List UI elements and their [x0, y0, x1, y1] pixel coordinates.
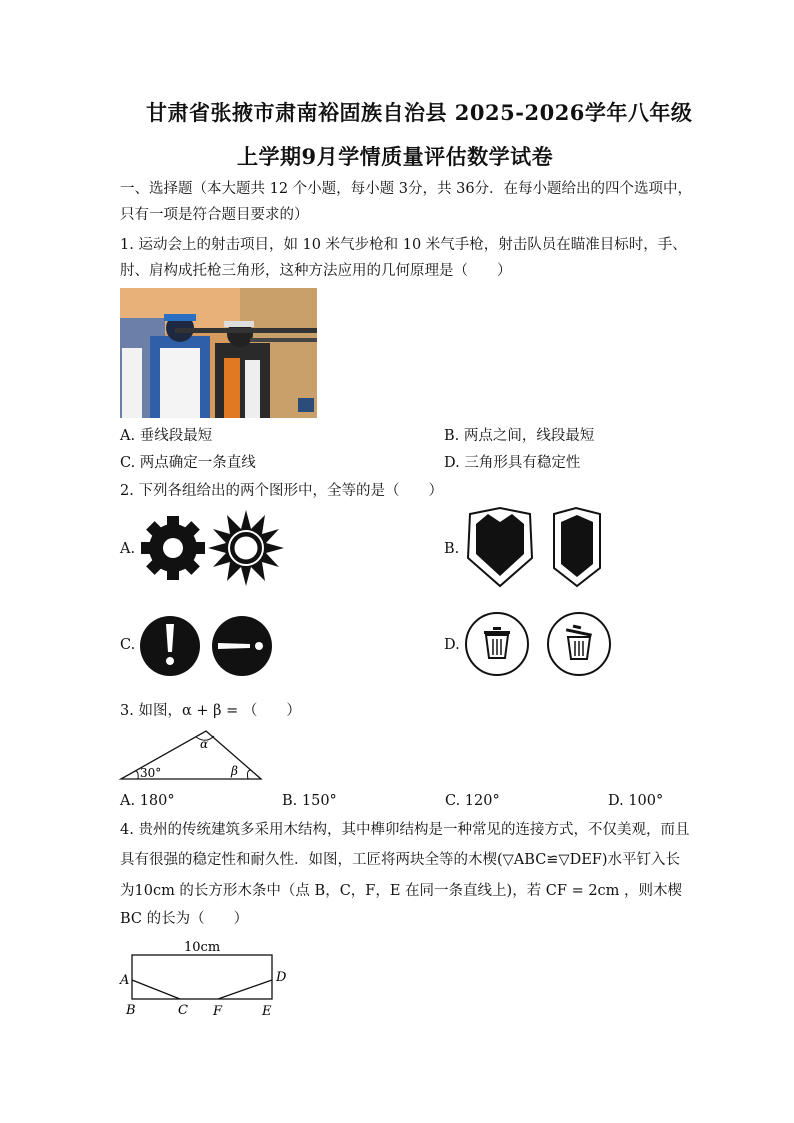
q2-stem: 2. 下列各组给出的两个图形中，全等的是（ ）: [120, 483, 443, 499]
q3-option-b: B. 150°: [282, 793, 337, 809]
q1-stem-line-2: 肘、肩构成托枪三角形，这种方法应用的几何原理是（ ）: [120, 263, 512, 279]
shooting-photo-illustration: [120, 288, 317, 418]
q3-angle-30-label: 30°: [140, 766, 162, 780]
q4-point-b: B: [126, 1003, 136, 1018]
q2-label-a: A.: [120, 541, 136, 557]
q4-point-a: A: [120, 973, 130, 988]
shooting-photo: [120, 288, 317, 418]
q2-label-b: B.: [444, 541, 460, 557]
q4-point-e: E: [262, 1004, 272, 1019]
q3-alpha-label: α: [200, 737, 209, 751]
q1-option-a: A. 垂线段最短: [120, 428, 213, 444]
rotated-exclamation-circle-icon: [212, 616, 272, 676]
q3-option-a: A. 180°: [120, 793, 175, 809]
shield-icon-2: [554, 508, 600, 586]
q4-stem-line-1: 4. 贵州的传统建筑多采用木结构，其中榫卯结构是一种常见的连接方式，不仅美观，而且: [120, 822, 690, 838]
q2-label-c: C.: [120, 637, 136, 653]
q2-label-d: D.: [444, 637, 460, 653]
q1-option-d: D. 三角形具有稳定性: [444, 455, 581, 471]
title-line-2: 上学期9月学情质量评估数学试卷: [237, 144, 554, 169]
q1-option-b: B. 两点之间，线段最短: [444, 428, 595, 444]
q1-option-c: C. 两点确定一条直线: [120, 455, 256, 471]
q4-stem-line-4: BC 的长为（ ）: [120, 911, 249, 927]
q4-point-d: D: [276, 970, 287, 985]
sun-icon: [208, 510, 284, 586]
q4-point-c: C: [178, 1003, 188, 1018]
q3-beta-label: β: [231, 764, 238, 778]
q3-option-c: C. 120°: [445, 793, 500, 809]
q2-option-c-figures: [138, 614, 280, 678]
q2-option-d-figures: [464, 611, 614, 679]
shield-icon-1: [468, 508, 532, 586]
exclamation-circle-icon: [140, 616, 200, 676]
q1-stem-line-1: 1. 运动会上的射击项目，如 10 米气步枪和 10 米气手枪，射击队员在瞄准目标时，手、: [120, 237, 687, 253]
q3-triangle-figure: [118, 726, 266, 784]
q4-length-label: 10cm: [184, 940, 221, 955]
q4-stem-line-2: 具有很强的稳定性和耐久性．如图，工匠将两块全等的木楔(▽ABC≌▽DEF)水平钉入长: [120, 852, 681, 868]
q3-option-d: D. 100°: [608, 793, 664, 809]
trash-can-icon-2: [548, 613, 610, 675]
trash-can-icon-1: [466, 613, 528, 675]
q3-stem: 3. 如图，α + β = （ ）: [120, 703, 301, 719]
section-heading-line-1: 一、选择题（本大题共 12 个小题，每小题 3分，共 36分．在每小题给出的四个选项中，: [120, 181, 693, 197]
title-line-1: 甘肃省张掖市肃南裕固族自治县 2025-2026学年八年级: [146, 100, 693, 125]
q2-option-a-figures: [138, 508, 288, 588]
q4-wood-block-figure: [118, 936, 294, 1020]
q4-stem-line-3: 为10cm 的长方形木条中（点 B，C，F，E 在同一条直线上)，若 CF = 2cm ，则木楔: [120, 883, 683, 899]
section-heading-line-2: 只有一项是符合题目要求的）: [120, 207, 309, 223]
q2-option-b-figures: [462, 506, 612, 590]
q4-point-f: F: [213, 1004, 223, 1019]
gear-icon: [141, 516, 205, 580]
